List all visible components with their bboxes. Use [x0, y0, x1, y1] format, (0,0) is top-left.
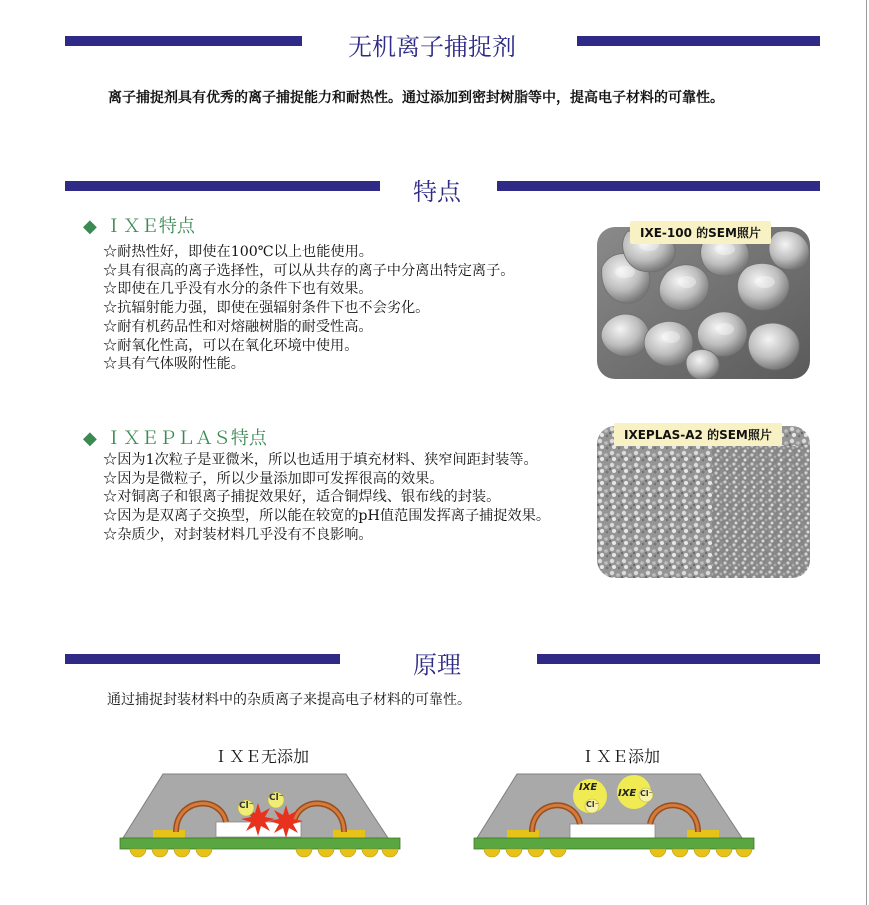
list-item: ☆耐氧化性高，可以在氧化环境中使用。 — [103, 337, 359, 354]
title-bar-left — [65, 36, 302, 46]
ixeplas-feature-list — [103, 451, 550, 545]
ixeplas-a2-sem-photo — [597, 426, 810, 578]
list-item: ☆即使在几乎没有水分的条件下也有效果。 — [103, 281, 373, 298]
ixe-particle-label: IXE — [579, 782, 598, 793]
features-bar-left — [65, 181, 380, 191]
list-item: ☆杂质少，对封装材料几乎没有不良影响。 — [103, 526, 373, 543]
diagram-right-title: ＩＸＥ添加 — [580, 747, 661, 766]
list-item: ☆耐有机药品性和对熔融树脂的耐受性高。 — [103, 318, 373, 335]
ixe-100-sem-photo — [597, 227, 810, 379]
list-item: ☆因为1次粒子是亚微米，所以也适用于填充材料、狭窄间距封装等。 — [103, 452, 538, 468]
ixe-100-photo-label: IXE-100 的SEM照片 — [630, 221, 771, 244]
list-item: ☆具有气体吸附性能。 — [103, 356, 245, 373]
diagram-left-title: ＩＸＥ无添加 — [213, 747, 310, 766]
chloride-ion-label: Cl⁻ — [640, 789, 653, 798]
diamond-icon: ◆ — [83, 428, 97, 449]
principle-bar-right — [537, 654, 820, 664]
list-item: ☆抗辐射能力强，即使在强辐射条件下也不会劣化。 — [103, 300, 430, 317]
diamond-icon: ◆ — [83, 216, 97, 237]
ixe-subheading-text: ＩＸＥ特点 — [104, 216, 195, 237]
list-item: ☆因为是双离子交换型，所以能在较宽的pH值范围发挥离子捕捉效果。 — [103, 508, 551, 525]
features-heading: 特点 — [413, 178, 461, 206]
page-title: 无机离子捕捉剂 — [348, 33, 516, 61]
list-item: ☆因为是微粒子，所以少量添加即可发挥很高的效果。 — [103, 470, 444, 487]
diagram-with-ixe — [472, 770, 757, 865]
principle-text: 通过捕捉封装材料中的杂质离子来提高电子材料的可靠性。 — [107, 692, 471, 708]
ixeplas-subheading-text: ＩＸＥＰＬＡＳ特点 — [104, 428, 267, 449]
title-bar-right — [577, 36, 820, 46]
features-bar-right — [497, 181, 820, 191]
principle-bar-left — [65, 654, 340, 664]
list-item: ☆耐热性好，即使在100℃以上也能使用。 — [103, 244, 373, 260]
chloride-ion-label: Cl⁻ — [586, 800, 599, 809]
list-item: ☆对铜离子和银离子捕捉效果好，适合铜焊线、银布线的封装。 — [103, 489, 501, 506]
chloride-ion-label: Cl⁻ — [239, 801, 254, 811]
page-right-border — [866, 0, 867, 905]
diagram-without-ixe — [118, 770, 403, 865]
ixe-feature-list — [103, 243, 514, 374]
ixe-subheading — [83, 212, 195, 238]
list-item: ☆具有很高的离子选择性，可以从共存的离子中分离出特定离子。 — [103, 262, 515, 279]
ixeplas-a2-photo-label: IXEPLAS-A2 的SEM照片 — [614, 423, 782, 446]
principle-heading: 原理 — [413, 651, 461, 679]
intro-text: 离子捕捉剂具有优秀的离子捕捉能力和耐热性。通过添加到密封树脂等中，提高电子材料的可靠性。 — [108, 90, 724, 106]
ixeplas-subheading — [83, 424, 267, 450]
chloride-ion-label: Cl⁻ — [269, 793, 284, 803]
ixe-particle-label: IXE — [618, 788, 637, 799]
